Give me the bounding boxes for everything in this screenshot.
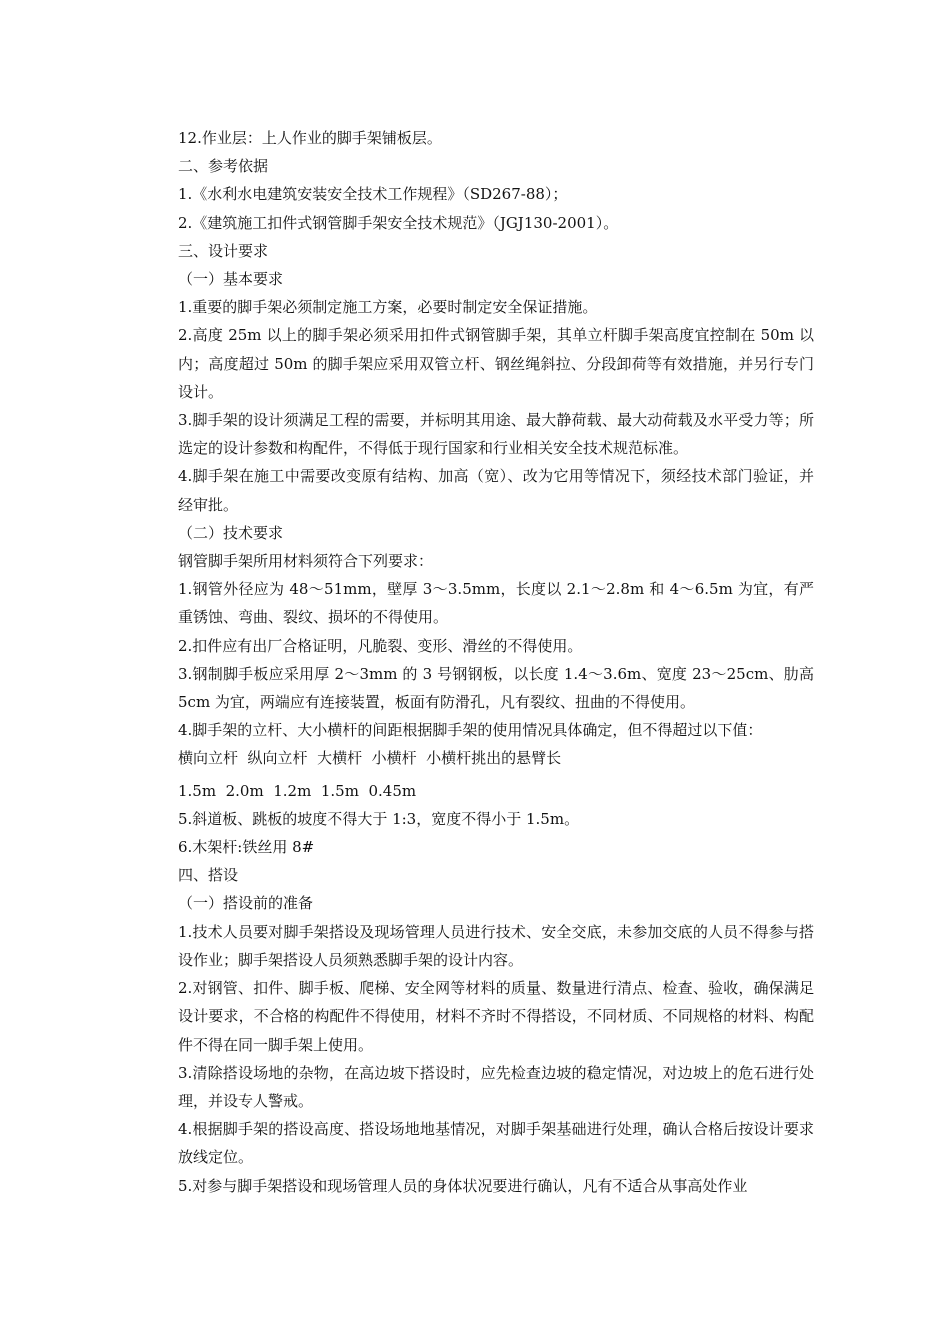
basic-requirement-4: 4.脚手架在施工中需要改变原有结构、加高（宽）、改为它用等情况下，须经技术部门验证，并经审批。 [178,467,814,514]
technical-requirement-3: 3.钢制脚手板应采用厚 2～3mm 的 3 号钢钢板，以长度 1.4～3.6m、宽度 23～25cm、肋高 5cm 为宜，两端应有连接装置，板面有防滑孔，凡有裂纹、扭曲的不得使用。 [178,664,814,712]
reference-item-2: 2.《建筑施工扣件式钢管脚手架安全技术规范》（JGJ130-2001）。 [178,213,619,232]
basic-requirement-3: 3.脚手架的设计须满足工程的需要，并标明其用途、最大静荷载、最大动荷载及水平受力等；所选定的设计参数和构配件，不得低于现行国家和行业相关安全技术规范标准。 [178,411,814,458]
document-body [178,124,814,1200]
definition-working-layer: 12.作业层：上人作业的脚手架铺板层。 [178,129,442,147]
basic-requirement-2: 2.高度 25m 以上的脚手架必须采用扣件式钢管脚手架，其单立杆脚手架高度宜控制在 50m 以内；高度超过 50m 的脚手架应采用双管立杆、钢丝绳斜拉、分段卸荷等有效措施，并另行专门设计。 [178,326,814,401]
spacing-table-values: 1.5m 2.0m 1.2m 1.5m 0.45m [178,781,417,800]
basic-requirement-1: 1.重要的脚手架必须制定施工方案，必要时制定安全保证措施。 [178,298,598,317]
technical-requirement-2: 2.扣件应有出厂合格证明，凡脆裂、变形、滑丝的不得使用。 [178,636,583,655]
section-heading-erection: 四、搭设 [178,866,239,885]
reference-item-1: 1.《水利水电建筑安装安全技术工作规程》（SD267-88）； [178,185,568,204]
technical-requirement-1: 1.钢管外径应为 48～51mm，壁厚 3～3.5mm，长度以 2.1～2.8m 和 4～6.5m 为宜，有严重锈蚀、弯曲、裂纹、损坏的不得使用。 [178,580,814,627]
preparation-item-4: 4.根据脚手架的搭设高度、搭设场地地基情况，对脚手架基础进行处理，确认合格后按设计要求放线定位。 [178,1120,814,1167]
spacing-table-header: 横向立杆 纵向立杆 大横杆 小横杆 小横杆挑出的悬臂长 [178,749,562,768]
preparation-item-1: 1.技术人员要对脚手架搭设及现场管理人员进行技术、安全交底，未参加交底的人员不得参与搭设作业；脚手架搭设人员须熟悉脚手架的设计内容。 [178,922,814,969]
subsection-heading-basic-requirements: （一）基本要求 [178,270,284,289]
subsection-heading-preparation: （一）搭设前的准备 [178,894,314,913]
technical-requirement-5: 5.斜道板、跳板的坡度不得大于 1:3，宽度不得小于 1.5m。 [178,809,580,828]
preparation-item-5: 5.对参与脚手架搭设和现场管理人员的身体状况要进行确认，凡有不适合从事高处作业 [178,1176,748,1195]
technical-requirement-6: 6.木架杆:铁丝用 8# [178,838,315,857]
preparation-item-2: 2.对钢管、扣件、脚手板、爬梯、安全网等材料的质量、数量进行清点、检查、验收，确保满足设计要求，不合格的构配件不得使用，材料不齐时不得搭设，不同材质、不同规格的材料、构配件不得在同一脚手架上使用。 [178,979,814,1054]
section-heading-references: 二、参考依据 [178,157,269,176]
preparation-item-3: 3.清除搭设场地的杂物，在高边坡下搭设时，应先检查边坡的稳定情况，对边坡上的危石进行处理，并设专人警戒。 [178,1063,814,1110]
materials-intro: 钢管脚手架所用材料须符合下列要求： [178,552,434,571]
section-heading-design-requirements: 三、设计要求 [178,241,269,260]
technical-requirement-4: 4.脚手架的立杆、大小横杆的间距根据脚手架的使用情况具体确定，但不得超过以下值： [178,721,763,740]
subsection-heading-technical-requirements: （二）技术要求 [178,523,284,542]
